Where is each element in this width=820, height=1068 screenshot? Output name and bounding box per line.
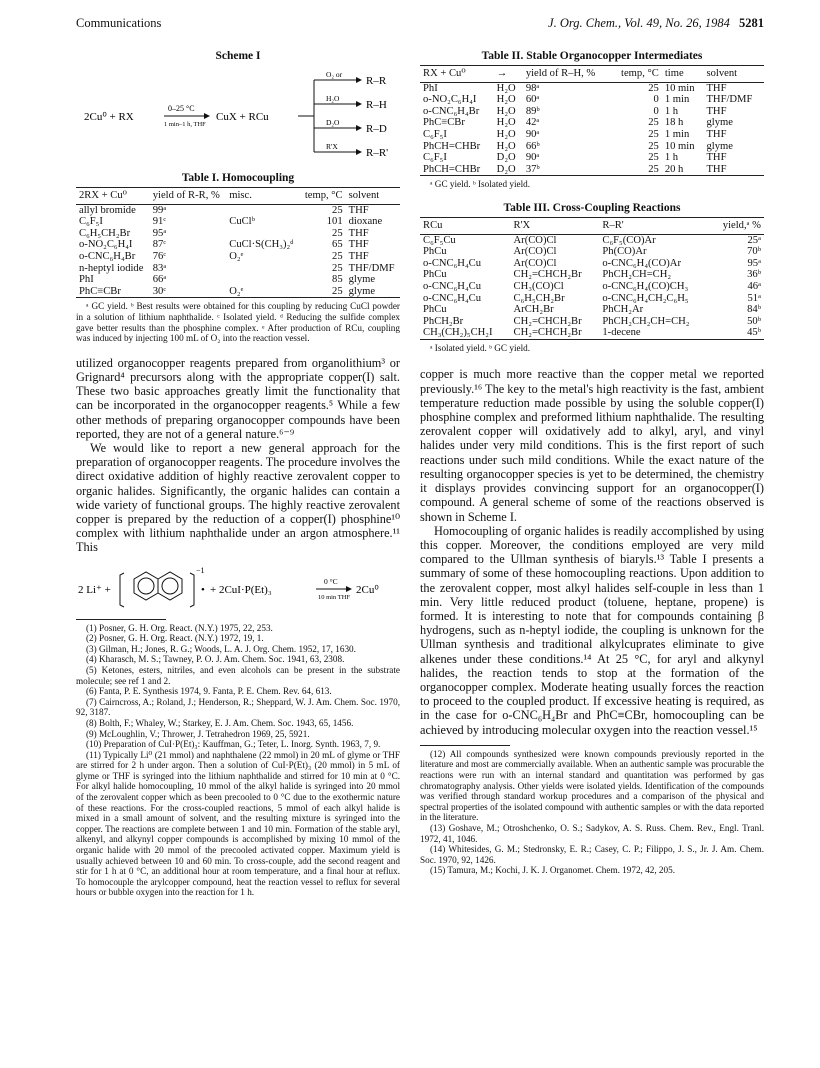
table3-cell: PhCH₂CH₂CH=CH₂ [602,315,690,327]
table3-row [420,304,764,316]
table3-cell: 84ᵇ [747,304,761,316]
table2-row [420,129,764,141]
table1-cell: o-NO₂C₆H₄I [79,239,133,251]
table1-cell: glyme [348,285,376,297]
table2-cell: 89ᵇ [525,105,540,117]
equation-condition-bottom: 10 min THF [318,593,351,601]
table2-footnote: ᵃ GC yield. ᵇ Isolated yield. [430,179,531,190]
table3-cell: PhCH₂Ar [602,304,644,316]
right-reference: (12) All compounds synthesized were known compounds previously reported in the literature and most are commercially available. When an authentic sample was procurable the reactions were run with an internal standard and quantitation was performed by gas chromatography analysis. Other yields were isolated yields. Identification of the compounds was verified through standard workup procedures and a comparison of the physical and spectral properties of the isolated compound with authentic samples or with the data reported in the literature. [420,748,764,823]
table2-header-cell: yield of R–H, % [523,66,611,83]
page-number: 5281 [739,16,764,30]
left-reference: (1) Posner, G. H. Org. React. (N.Y.) 1975, 22, 253. [86,622,273,633]
left-reference: (5) Ketones, esters, nitriles, and even alcohols can be present in the substrate molecule; see ref 1 and 2. [76,664,400,686]
table1-row [76,286,400,298]
table2 [420,65,764,175]
table1-header-cell: misc. [226,188,300,205]
table1-cell [226,274,300,286]
table1-cell: O₂ᵉ [229,250,244,262]
scheme-branch-product: R–R' [366,147,389,159]
table3-cell: o-CNC₆H₄Cu [423,280,482,292]
reduction-equation [76,561,400,615]
table2-cell: glyme [706,140,733,152]
table2-cell: THF [706,128,727,140]
table1-cell: THF [348,204,369,216]
table3-cell: 36ᵇ [747,269,761,281]
table2-row [420,141,764,153]
left-body-text [76,356,400,555]
table2-header-cell: temp, °C [611,66,662,83]
table3-cell: C₆H₅CH₂Br [513,292,565,304]
table3-row [420,281,764,293]
table2-header-cell: solvent [703,66,764,83]
table2-cell: H₂O [496,117,516,129]
table1-title: Table I. Homocoupling [181,172,295,184]
table2-cell: 1 min [664,94,690,106]
equation-lithium: 2 Li⁺ + [78,583,111,596]
table3-header-cell: R'X [511,217,600,234]
table2-cell: 42ᵃ [525,117,540,129]
table3-row [420,246,764,258]
table3-row [420,327,764,339]
table3-cell: Ph(CO)Ar [602,246,647,258]
scheme-branch-arrowhead [356,149,362,155]
table2-row [420,152,764,164]
table2-cell: H₂O [496,94,516,106]
left-reference: (4) Kharasch, M. S.; Tawney, P. O. J. Am. Chem. Soc. 1941, 63, 2308. [86,654,345,665]
table1-cell: C₆H₅CH₂Br [79,227,131,239]
table2-cell: C₆F₅I [423,128,447,140]
table2-row [420,94,764,106]
table2-cell: H₂O [496,140,516,152]
table3-title: Table III. Cross-Coupling Reactions [503,201,681,214]
table2-cell: 0 [653,94,659,106]
right-references [420,749,764,876]
table3-cell: PhCu [423,269,447,281]
left-reference: (3) Gilman, H.; Jones, R. G.; Woods, L. A. J. Org. Chem. 1952, 17, 1630. [86,643,356,654]
table2-cell: 10 min [664,82,695,94]
table2-cell: PhCH=CHBr [423,163,481,175]
right-column [420,50,764,876]
table1-cell: o-CNC₆H₄Br [79,250,136,262]
left-reference: (11) Typically Li⁰ (21 mmol) and naphthalene (22 mmol) in 20 mL of glyme or THF are stirred for 2 h under argon. Then a solution of CuI·P(Et)₃ (20 mmol) in 5 mL of glyme or THF is syringed into the lithium naphthalide and stirred for 10 min at 0 °C. For alkyl halide homocoupling, 10 mmol of the alkyl halide is syringed into 20 mmol of the zerovalent copper which as been precooled to 0 °C due to the exothermic nature of these reactions. For the cross-coupled reactions, 5 mmol of each alkyl halide is mixed in a small amount of solvent, and the resulting mixture is syringed into the copper. The reactions are complete between 1 and 10 min. Formation of the stable aryl, alkenyl, and alkynyl copper compounds is accomplished by mixing 10 mmol of the organic halide with 20 mmol of the precooled activated copper. Maximum yield is usually achieved between 10 and 60 min. To cross-couple, add the second reagent and stir for 1 h at 0 °C, an additional hour at room temperature, and a final hour at reflux. To homocouple the arylcopper compound, heat the reaction vessel to reflux for several hours or bubble oxygen into the reaction for 1 h. [76,749,400,898]
table2-cell: THF/DMF [706,94,753,106]
table2-cell: H₂O [496,105,516,117]
scheme-branch-arrowhead [356,101,362,107]
table3-cell: 51ᵃ [747,292,761,304]
table3-cell: CH₃(CO)Cl [513,280,564,292]
left-paragraph-1: utilized organocopper reagents prepared from organolithium³ or Grignard⁴ precursors along with the appropriate copper(I) salt. These two basic approaches greatly limit the functionality that can be incorporated in the organocopper reagents.⁵ While a few other methods of preparing organocopper compounds have been reported, they are not of a general nature.⁶⁻⁹ [76,355,400,441]
table3-header-cell: R–R' [599,217,711,234]
table1-cell: 99ᵃ [152,204,167,216]
table2-cell: 25 [648,117,659,129]
table2-cell: PhC≡CBr [423,117,465,129]
left-reference: (9) McLoughlin, V.; Thrower, J. Tetrahedron 1969, 25, 5921. [86,728,310,739]
table1-cell: 76ᶜ [152,250,167,262]
table1-row [76,216,400,228]
table1-cell: 91ᶜ [152,216,167,228]
table2-cell: o-NO₂C₆H₄I [423,94,477,106]
table3-header-cell: yield,ᵃ % [711,217,764,234]
table1-cell: n-heptyl iodide [79,262,144,274]
scheme-branch-reagent: H₂O [326,94,340,103]
table2-row [420,82,764,94]
table3-cell: 25ᵃ [747,234,761,246]
table2-cell: o-CNC₆H₄Br [423,105,480,117]
table3-footnote: ᵃ Isolated yield. ᵇ GC yield. [430,342,531,353]
table1-cell [226,204,300,216]
table1-header-cell: 2RX + Cu⁰ [76,188,150,205]
scheme-branch-reagent: O₂ or [326,70,343,79]
table1-cell: PhI [79,274,94,286]
left-reference: (8) Bolth, F.; Whaley, W.; Starkey, E. J. Am. Chem. Soc. 1943, 65, 1456. [86,717,354,728]
table3-cell: 50ᵇ [747,315,761,327]
table2-cell: 98ᵃ [525,82,540,94]
table3-header-cell: RCu [420,217,511,234]
running-header-right [548,16,764,31]
right-paragraph-1: copper is much more reactive than the copper metal we reported previously.¹⁶ The key to the metal's high reactivity is the fast, ambient temperature reduction made possible by using the soluble copper(I) phosphine complex and preformed lithium naphthalide. The resulting zerovalent copper will oxidatively add to alkyl, aryl, and vinyl halides under very mild conditions. This is the first report of such reactions under such mild conditions. While the exact nature of the resulting organocopper species is yet to be determined, the chemistry it displays provides convincing support for an organocopper(I) compound. A general scheme of some of the reactions observed is shown in Scheme I. [420,367,764,524]
journal-citation: J. Org. Chem., Vol. 49, No. 26, 1984 [548,16,730,30]
table3-cell: CH₃(CH₂)₅CH₂I [423,327,493,339]
table1-cell: THF [348,250,369,262]
right-reference: (15) Tamura, M.; Kochi, J. K. J. Organomet. Chem. 1972, 42, 205. [430,865,676,876]
table2-cell: THF [706,163,727,175]
right-body-text [420,367,764,736]
table1-cell: PhC≡CBr [79,285,121,297]
table2-cell: D₂O [496,152,516,164]
table1-cell: 95ᵃ [152,227,167,239]
table1-cell: 66ᵃ [152,274,167,286]
equation-charge: −1 [196,565,205,575]
scheme-branch-reagent: R'X [326,142,338,151]
table3-cell: CH₂=CHCH₂Br [513,269,582,281]
table3-cell: Ar(CO)Cl [513,246,557,258]
table2-cell: 66ᵇ [525,140,540,152]
table1-cell: 25 [332,285,343,297]
table2-cell: 18 h [664,117,684,129]
table1-cell [226,263,300,275]
table1-row [76,251,400,263]
table1-row [76,204,400,216]
scheme-branch-arrowhead [356,125,362,131]
table1-header-cell: yield of R-R, % [150,188,227,205]
equation-product: 2Cu⁰ [356,583,379,596]
table2-cell: glyme [706,117,733,129]
table1 [76,187,400,297]
table1-cell: CuClᵇ [229,216,255,228]
table2-cell: 37ᵇ [525,163,540,175]
table2-cell: PhCH=CHBr [423,140,481,152]
table2-cell: 90ᵃ [525,152,540,164]
table2-cell: THF [706,105,727,117]
table2-cell: 1 h [664,152,679,164]
table3-cell: 45ᵇ [747,327,761,339]
scheme-branch-arrowhead [356,77,362,83]
table2-header-cell: → [494,66,523,83]
left-reference: (2) Posner, G. H. Org. React. (N.Y.) 1972, 19, 1. [86,633,264,644]
scheme-reactants: 2Cu⁰ + RX [84,111,134,123]
right-paragraph-2: Homocoupling of organic halides is readily accomplished by using this copper. Moreover, the conditions employed are very mild compared to the Ullman synthesis of biaryls.¹³ Table I presents a summary of some of these homocoupling reactions. Upon addition to the zerovalent copper, most alkyl halides self-couple in less than 1 min. Very little reduced product (toluene, heptane, propene) is formed. It is interesting to note that for compounds containing β hydrogens, such as n-heptyl iodide, the coupling is unknown for the Ullman synthesis and traditional alkylcuprates eliminate to give alkenes under these conditions.¹⁴ At 25 °C, for aryl and alkynyl halides, the reaction tends to stop at the formation of the organocopper complex. Moderate heating usually forces the reaction to proceed to the coupled product. If excessive heating is required, as in the case for o-CNC₆H₄Br and PhC≡CBr, homocoupling can be achieved by introducing molecular oxygen into the reaction vessel.¹⁵ [420,523,764,737]
right-reference: (13) Goshave, M.; Otroshchenko, O. S.; Sadykov, A. S. Russ. Chem. Rev., Engl. Tranl. 1972, 41, 1046. [420,822,764,844]
table3-cell: o-CNC₆H₄CH₂C₆H₅ [602,292,689,304]
table3-cell: PhCH₂CH=CH₂ [602,269,672,281]
table3-cell: o-CNC₆H₄(CO)CH₃ [602,280,689,292]
table2-row [420,164,764,176]
table1-cell: THF [348,227,369,239]
table2-cell: THF [706,152,727,164]
table1-cell: 87ᶜ [152,239,167,251]
scheme-branch-product: R–D [366,123,387,135]
table1-cell: 25 [332,204,343,216]
scheme-condition-top: 0–25 °C [168,104,195,113]
scheme-condition-bottom: 1 min–1 h, THF [164,121,206,128]
table1-cell [226,228,300,240]
table1-cell: 25 [332,227,343,239]
scheme-branch-product: R–R [366,75,387,87]
table1-cell: THF/DMF [348,262,395,274]
left-reference: (6) Fanta, P. E. Synthesis 1974, 9. Fanta, P. E. Chem. Rev. 64, 613. [86,686,332,697]
table3-cell: PhCu [423,304,447,316]
table3-row [420,293,764,305]
table3-cell: Ar(CO)Cl [513,257,557,269]
left-reference: (7) Cairncross, A.; Roland, J.; Henderson, R.; Sheppard, W. J. Am. Chem. Soc. 1970, 92, 3187. [76,696,400,718]
table2-cell: PhI [423,82,438,94]
table3-cell: o-CNC₆H₄(CO)Ar [602,257,681,269]
table1-cell: 25 [332,262,343,274]
table2-cell: 1 min [664,128,690,140]
equation-radical-dot: • [201,583,205,596]
table2-cell: 90ᵃ [525,128,540,140]
left-paragraph-2: We would like to report a new general approach for the preparation of organocopper reagents. The procedure involves the direct oxidative addition of highly reactive zerovalent copper to organic halides. Significantly, the organic halides can contain a wide variety of functional groups. The highly reactive zerovalent copper is prepared by the reduction of a copper(I) phosphine¹⁰ complex with lithium naphthalide under an argon atmosphere.¹¹ This [76,440,400,555]
table3-cell: CH₂=CHCH₂Br [513,315,582,327]
table2-cell: 25 [648,152,659,164]
table2-cell: 25 [648,82,659,94]
table3-row [420,269,764,281]
table2-title: Table II. Stable Organocopper Intermediates [481,50,703,62]
table1-row [76,274,400,286]
table2-cell: 25 [648,140,659,152]
table3-cell: 70ᵇ [747,246,761,258]
table1-cell: CuCl·S(CH₃)₂ᵈ [229,239,294,251]
table1-footnote: ᵃ GC yield. ᵇ Best results were obtained for this coupling by reducing CuCl powder in a solution of lithium naphthalide. ᶜ Isolated yield. ᵈ Reducing the sulfide complex gave better results than the phosphine complex. ᵉ After production of RCu, coupling was induced by injecting 100 mL of O₂ into the reaction vessel. [76,301,400,344]
table1-cell: glyme [348,274,376,286]
scheme-intermediates: CuX + RCu [216,111,269,123]
table2-row [420,117,764,129]
table3-cell: o-CNC₆H₄Cu [423,292,482,304]
table1-row [76,263,400,275]
table2-cell: 60ᵃ [525,94,540,106]
table1-cell: 101 [326,216,343,228]
table2-cell: C₆F₅I [423,152,447,164]
scheme-title: Scheme I [215,50,261,62]
table1-row [76,228,400,240]
table3-cell: 95ᵃ [747,257,761,269]
table2-header-cell: time [662,66,704,83]
table2-header-cell: RX + Cu⁰ [420,66,494,83]
table2-cell: 1 h [664,105,679,117]
table2-cell: THF [706,82,727,94]
table3-cell: 46ᵃ [747,280,761,292]
table3-cell: o-CNC₆H₄Cu [423,257,482,269]
table1-cell: 85 [332,274,343,286]
equation-copper-reagent: + 2CuI·P(Et)₃ [210,583,272,596]
table2-cell: H₂O [496,82,516,94]
table3 [420,217,764,339]
table3-cell: C₆F₅Cu [423,234,456,246]
table2-row [420,106,764,118]
scheme-diagram [76,66,400,162]
table3-cell: CH₂=CHCH₂Br [513,327,582,339]
table1-cell: 83ᵃ [152,262,167,274]
table1-row [76,239,400,251]
table1-cell: allyl bromide [79,204,136,216]
table1-cell: 65 [332,239,343,251]
table1-cell: THF [348,239,369,251]
table2-cell: D₂O [496,163,516,175]
table1-header-cell: solvent [346,188,400,205]
left-reference: (10) Preparation of CuI·P(Et)₃: Kauffman, G.; Teter, L. Inorg. Synth. 1963, 7, 9. [86,739,381,750]
table3-cell: PhCH₂Br [423,315,464,327]
left-references [76,623,400,898]
table1-cell: 25 [332,250,343,262]
table3-cell: 1-decene [602,327,641,339]
table2-cell: 0 [653,105,659,117]
table3-cell: ArCH₂Br [513,304,554,316]
table3-cell: Ar(CO)Cl [513,234,557,246]
table2-cell: 20 h [664,163,684,175]
table2-cell: 25 [648,128,659,140]
running-header-left: Communications [76,16,162,30]
table3-row [420,258,764,270]
table3-cell: PhCu [423,246,447,258]
table1-cell: dioxane [348,216,383,228]
table3-row [420,234,764,246]
left-column [76,50,400,898]
equation-condition-top: 0 °C [324,576,338,586]
table3-row [420,316,764,328]
table1-cell: O₂ᵉ [229,285,244,297]
table2-cell: 10 min [664,140,695,152]
table1-cell: 30ᶜ [152,285,167,297]
table2-cell: H₂O [496,128,516,140]
scheme-branch-reagent: D₂O [326,118,340,127]
scheme-branch-product: R–H [366,99,387,111]
table1-cell: C₆F₅I [79,216,103,228]
right-reference: (14) Whitesides, G. M.; Stedronsky, E. R.; Casey, C. P.; Filippo, J. S., Jr. J. Am. Chem. Soc. 1970, 92, 1426. [420,844,764,865]
table3-cell: C₆F₅(CO)Ar [602,234,656,246]
table1-header-cell: temp, °C [300,188,346,205]
table2-cell: 25 [648,163,659,175]
